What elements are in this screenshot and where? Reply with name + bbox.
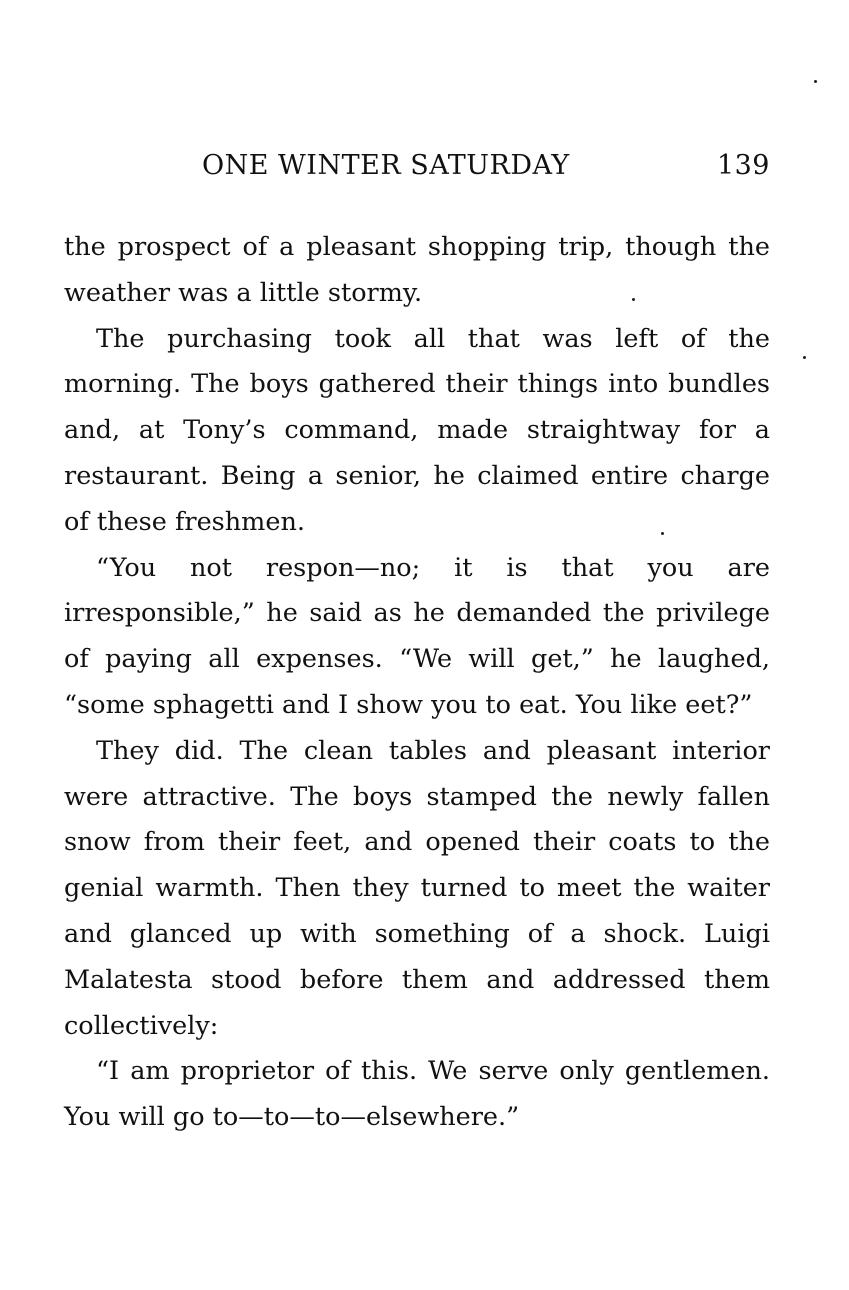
paragraph: “I am proprietor of this. We serve only gentlemen. You will go to—to—to—elsewhere.” [64, 1056, 770, 1133]
page-header [64, 150, 770, 194]
paragraph: The purchasing took all that was left of the morning. The boys gathered their things into bundles and, at Tony’s command, made straightway for a restaurant. Being a senior, he claimed entire charge of these freshmen. [64, 323, 770, 537]
print-speck [803, 356, 806, 359]
paragraph: “You not respon—no; it is that you are irresponsible,” he said as he demanded the privilege of paying all expenses. “We will get,” he laughed, “some sphagetti and I show you to eat. You like eet?” [64, 552, 770, 720]
paragraph: the prospect of a pleasant shopping trip, though the weather was a little stormy. [64, 232, 770, 308]
page-number: 139 [716, 150, 770, 181]
print-speck [814, 80, 817, 83]
body-text [64, 225, 770, 1141]
paragraph: They did. The clean tables and pleasant interior were attractive. The boys stamped the newly fallen snow from their feet, and opened their coats to the genial warmth. Then they turned to meet the waiter and glanced up with something of a shock. Luigi Malatesta stood before them and addressed them collectively: [64, 735, 770, 1041]
running-title: ONE WINTER SATURDAY [202, 150, 570, 181]
